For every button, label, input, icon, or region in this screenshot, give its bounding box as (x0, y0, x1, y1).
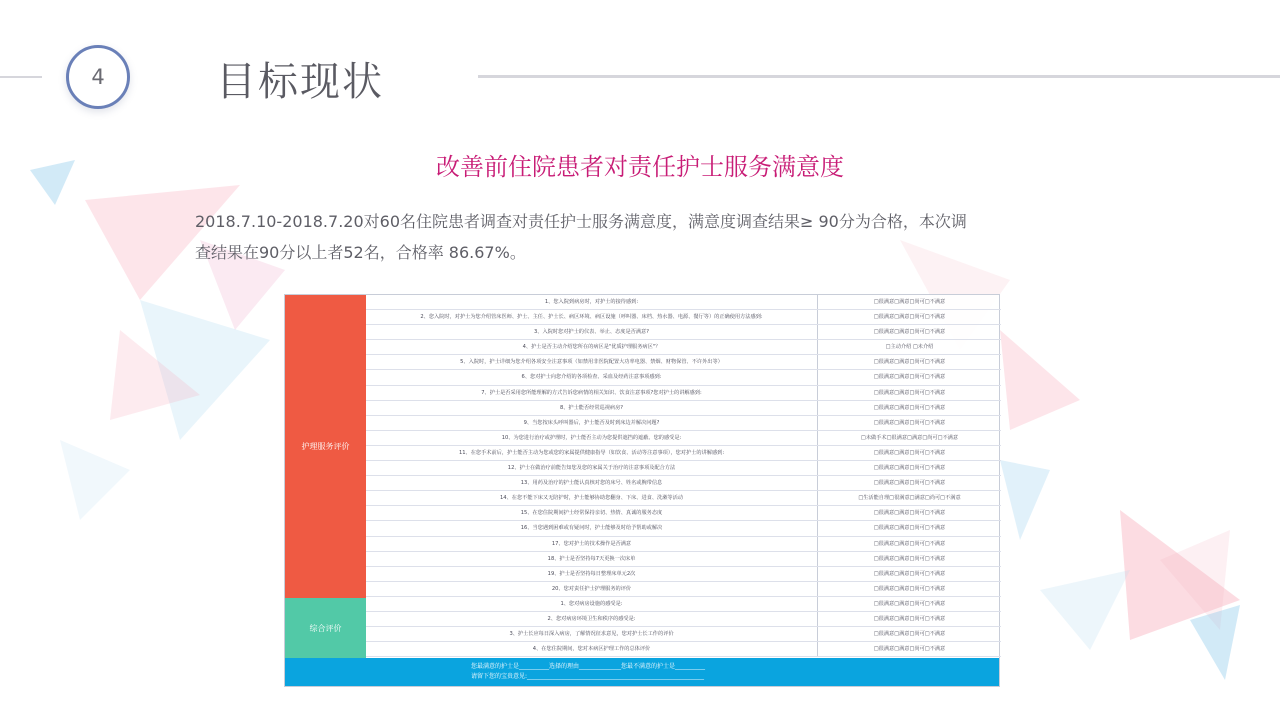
options-cell: □很满意□满意□尚可□不满意 (873, 646, 946, 653)
table-row (366, 401, 1001, 416)
question-cell: 2、您入院时，对护士为您介绍管床医师、护士、主任、护士长、病区环境、病区设施（呼叫器、床档、热水器、电源、餐厅等）的正确使用方法感到: (366, 310, 818, 324)
table-row (366, 310, 1001, 325)
category-overall: 综合评价 (285, 598, 366, 658)
table-row (366, 476, 1001, 491)
options-cell: □生活能自理□很满意□满意□尚可□不满意 (858, 495, 961, 502)
header-rule-right (478, 75, 1280, 78)
table-row (366, 386, 1001, 401)
options-cell: □很满意□满意□尚可□不满意 (873, 510, 946, 517)
table-row (366, 627, 1001, 642)
table-row (366, 446, 1001, 461)
question-cell: 6、您对护士向您介绍的各项检查、采血及经药注意事项感到: (366, 370, 818, 384)
options-cell: □很满意□满意□尚可□不满意 (873, 555, 946, 562)
table-row (366, 491, 1001, 506)
options-cell: □很满意□满意□尚可□不满意 (873, 419, 946, 426)
options-cell: □很满意□满意□尚可□不满意 (873, 631, 946, 638)
table-row (366, 537, 1001, 552)
question-cell: 5、入院时，护士详细为您介绍各项安全注意事项（如禁用非医院配置大功率电器、禁烟、财物保管、不许外出等） (366, 355, 818, 369)
question-cell: 14、在您不能下床又无陪护时，护士能够协助您翻身、下床、进食、洗漱等活动 (366, 491, 818, 505)
table-row (366, 431, 1001, 446)
options-cell: □很满意□满意□尚可□不满意 (873, 299, 946, 305)
table-row (366, 461, 1001, 476)
question-cell: 15、在您住院期间护士经常保持亲切、热情、真诚的服务态度 (366, 506, 818, 520)
options-cell: □未做手术□很满意□满意□尚可□不满意 (860, 434, 959, 441)
options-cell: □很满意□满意□尚可□不满意 (873, 525, 946, 532)
survey-footer (285, 658, 999, 686)
table-row (366, 325, 1001, 340)
options-cell: □很满意□满意□尚可□不满意 (873, 359, 946, 366)
question-cell: 20、您对责任护士护理服务的评价 (366, 582, 818, 596)
options-cell: □很满意□满意□尚可□不满意 (873, 449, 946, 456)
page-title: 目标现状 (216, 59, 384, 105)
options-cell: □很满意□满意□尚可□不满意 (873, 329, 946, 336)
question-cell: 11、在您手术前后，护士能否主动为您或您的家属提供健康指导（如饮食、活动等注意事项），您对护士的讲解感到: (366, 446, 818, 460)
question-cell: 19、护士是否坚持每日整理床单元2次 (366, 567, 818, 581)
options-cell: □很满意□满意□尚可□不满意 (873, 585, 946, 592)
options-cell: □很满意□满意□尚可□不满意 (873, 600, 946, 607)
chart-subtitle: 改善前住院患者对责任护士服务满意度 (436, 153, 844, 181)
footer-line-2: 请留下您的宝贵意见:___________________________________________________________ (471, 673, 705, 680)
table-row (366, 552, 1001, 567)
question-cell: 3、护士长应每日深入病房，了解情况征求意见，您对护士长工作的评价 (366, 627, 818, 641)
table-row (366, 370, 1001, 385)
question-cell: 1、您对病房设施的感受是: (366, 597, 818, 611)
question-cell: 1、您入院到病房时，对护士的接待感到: (366, 295, 818, 309)
question-cell: 16、当您遇到困难或有疑问时，护士能够及时给予帮助或解决 (366, 521, 818, 535)
table-row (366, 416, 1001, 431)
description (195, 206, 1095, 268)
table-row (366, 612, 1001, 627)
table-row (366, 597, 1001, 612)
question-cell: 13、用药及治疗的护士能认真核对您的床号、姓名或腕带信息 (366, 476, 818, 490)
question-cell: 8、护士能否经常巡视病房? (366, 401, 818, 415)
options-cell: □很满意□满意□尚可□不满意 (873, 480, 946, 487)
header-rule-left (0, 76, 42, 78)
options-cell: □很满意□满意□尚可□不满意 (873, 314, 946, 321)
options-cell: □很满意□满意□尚可□不满意 (873, 404, 946, 411)
section-number-badge: 4 (66, 45, 130, 109)
description-line-1: 2018.7.10-2018.7.20对60名住院患者调查对责任护士服务满意度，满意度调查结果≥ 90分为合格，本次调 (195, 212, 967, 231)
survey-table-image (284, 294, 1000, 687)
table-row (366, 582, 1001, 597)
question-cell: 7、护士是否采用您所能理解的方式告诉您病情的相关知识、饮食注意事项?您对护士的讲解感到: (366, 386, 818, 400)
table-row (366, 521, 1001, 536)
options-cell: □主动介绍 □未介绍 (885, 344, 934, 351)
question-cell: 12、护士在做治疗前能告知您及您的家属关于治疗的注意事项及配合方法 (366, 461, 818, 475)
footer-line-1: 您最满意的护士是__________选择的理由______________您最不满意的护士是__________ (471, 663, 706, 670)
question-cell: 4、护士是否主动介绍您所在的病区是"优质护理服务病区"？ (366, 340, 818, 354)
description-line-2: 查结果在90分以上者52名，合格率 86.67%。 (195, 243, 526, 262)
options-cell: □很满意□满意□尚可□不满意 (873, 540, 946, 547)
question-cell: 2、您对病房环境卫生和秩序的感受是: (366, 612, 818, 626)
question-cell: 17、您对护士的技术操作是否满意 (366, 537, 818, 551)
options-cell: □很满意□满意□尚可□不满意 (873, 389, 946, 396)
question-cell: 10、为您进行治疗或护理时，护士能否主动为您提供遮挡的遮蔽、您的感受是: (366, 431, 818, 445)
table-row (366, 506, 1001, 521)
table-row (366, 355, 1001, 370)
question-cell: 18、护士是否坚持每7天更换一次床单 (366, 552, 818, 566)
table-row (366, 340, 1001, 355)
table-row (366, 295, 1001, 310)
question-cell: 9、当您按床头呼叫器后，护士能否及时到床边并解决问题? (366, 416, 818, 430)
options-cell: □很满意□满意□尚可□不满意 (873, 615, 946, 622)
options-cell: □很满意□满意□尚可□不满意 (873, 374, 946, 381)
table-row (366, 642, 1001, 657)
options-cell: □很满意□满意□尚可□不满意 (873, 570, 946, 577)
question-cell: 3、入院时您对护士的仪表、举止、态度是否满意? (366, 325, 818, 339)
options-cell: □很满意□满意□尚可□不满意 (873, 465, 946, 472)
survey-rows (366, 295, 1001, 657)
table-row (366, 567, 1001, 582)
category-nursing-service: 护理服务评价 (285, 295, 366, 598)
question-cell: 4、在您住院期间，您对本病区护理工作的总体评价 (366, 642, 818, 656)
